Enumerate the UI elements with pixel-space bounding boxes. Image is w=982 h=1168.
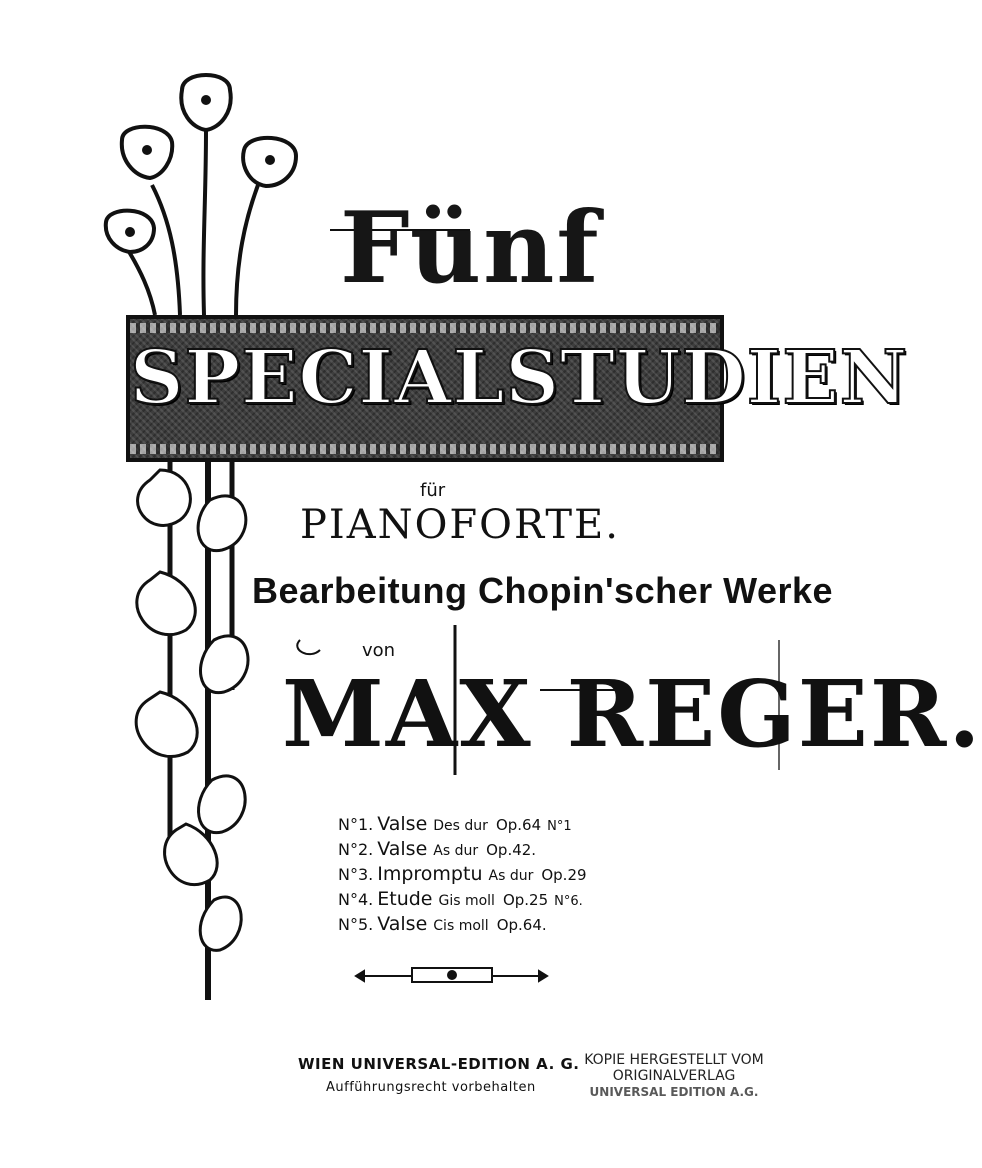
work-title: Etude [377,888,433,910]
work-key: Des dur [433,818,488,834]
work-title: Impromptu [377,863,483,885]
work-key: As dur [488,868,534,884]
work-opus-number: N°1 [547,819,572,834]
work-number: N°1. [338,815,374,834]
stamp-line: UNIVERSAL EDITION A.G. [589,1085,759,1099]
title-count-word: Fünf [340,191,601,306]
list-item [338,863,593,888]
banner-border-bottom [130,444,720,454]
instrument-title: PIANOFORTE. [300,502,620,548]
work-number: N°5. [338,915,374,934]
work-opus: Op.64. [496,916,547,934]
work-opus: Op.29 [541,866,587,884]
works-list [338,813,593,938]
subtitle: Bearbeitung Chopin'scher Werke [252,570,834,611]
for-word: für [420,480,446,501]
work-opus: Op.64 [495,816,542,834]
copy-stamp [574,1052,774,1100]
work-opus: Op.25 [502,891,549,909]
work-title: Valse [377,813,428,835]
series-title: SPECIALSTUDIEN [130,335,909,421]
composer-name: MAX REGER. [282,660,982,768]
work-number: N°4. [338,890,374,909]
work-key: Gis moll [438,893,495,909]
banner-border-top [130,323,720,333]
by-word: von [362,640,396,661]
work-opus: Op.42. [486,841,537,859]
separator-ornament [356,968,547,982]
work-number: N°2. [338,840,374,859]
work-number: N°3. [338,865,374,884]
list-item [338,838,593,863]
list-item [338,813,593,838]
work-opus-number: N°6. [554,894,583,909]
rights-notice: Aufführungsrecht vorbehalten [326,1080,536,1095]
stamp-line: KOPIE HERGESTELLT VOM [584,1052,764,1068]
list-item [338,913,593,938]
title-banner [126,315,909,462]
work-key: Cis moll [433,918,489,934]
stamp-line: ORIGINALVERLAG [612,1068,736,1084]
list-item [338,888,593,913]
publisher-line: WIEN UNIVERSAL-EDITION A. G. [298,1055,580,1073]
work-key: As dur [433,843,479,859]
work-title: Valse [377,838,428,860]
work-title: Valse [377,913,428,935]
